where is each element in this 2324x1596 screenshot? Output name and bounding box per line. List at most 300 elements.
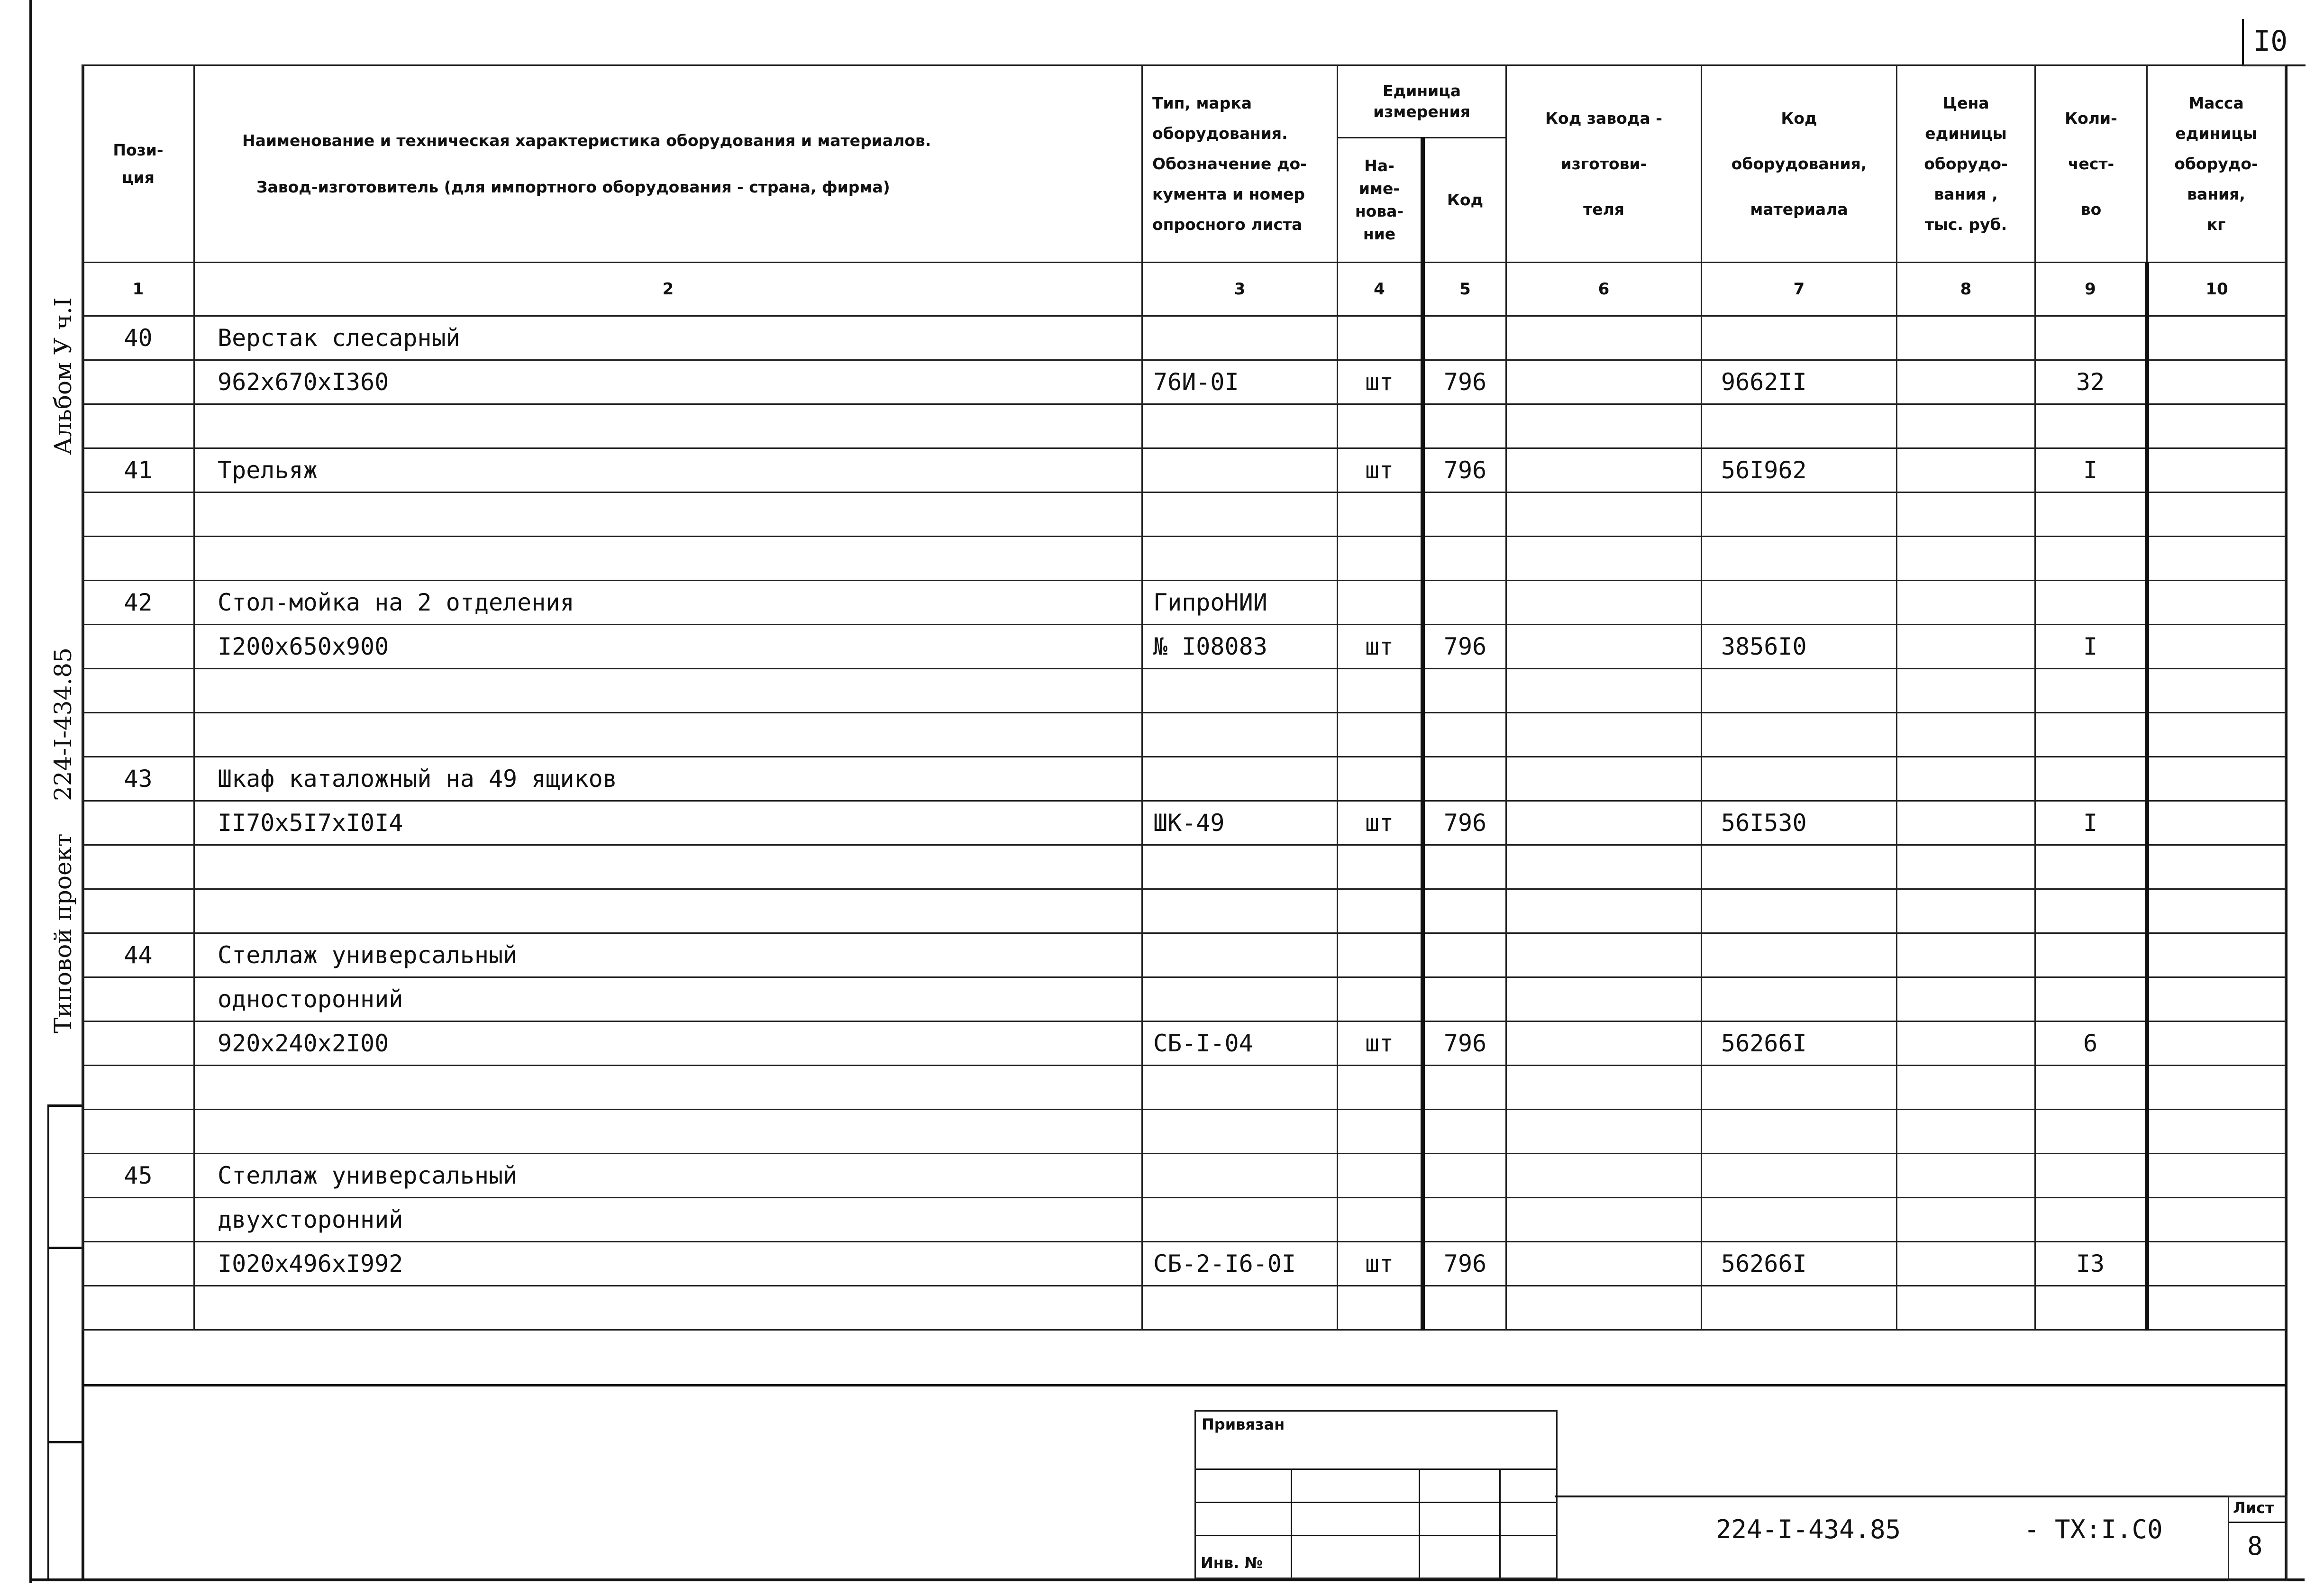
cell-mass [2147,845,2286,889]
cell-unit [1338,537,1423,581]
col-num-4: 4 [1338,263,1423,316]
cell-factory [1506,537,1702,581]
cell-name [194,1286,1142,1330]
cell-code: 796 [1423,1242,1506,1286]
cell-unit [1338,316,1423,360]
table-row [82,1021,2286,1066]
header-unit-group: Единица измерения [1338,65,1506,138]
cell-type [1142,889,1338,933]
stamp-top-line [1555,1496,2288,1497]
cell-unit [1338,757,1423,801]
table-row [82,1242,2286,1286]
cell-price [1897,492,2035,537]
cell-type [1142,1154,1338,1198]
cell-factory [1506,977,1702,1021]
cell-code [1423,1198,1506,1242]
spec-rows [82,316,2286,1330]
col-num-1: 1 [82,263,194,316]
cell-qty: 32 [2035,360,2147,404]
table-row [82,757,2286,801]
cell-price [1897,625,2035,669]
cell-pos: 44 [82,933,194,977]
cell-mass [2147,1154,2286,1198]
cell-factory [1506,669,1702,713]
cell-unit [1338,713,1423,757]
cell-code [1423,581,1506,625]
cell-qty [2035,889,2147,933]
table-row [82,1198,2286,1242]
cell-price [1897,1198,2035,1242]
cell-code [1423,713,1506,757]
cell-pos [82,1066,194,1110]
cell-mat [1702,1154,1897,1198]
cell-qty [2035,537,2147,581]
cell-mat [1702,889,1897,933]
col-num-6: 6 [1506,263,1702,316]
cell-mass [2147,801,2286,845]
table-row [82,713,2286,757]
cell-name [194,492,1142,537]
cell-factory [1506,448,1702,492]
cell-price [1897,1154,2035,1198]
cell-name [194,669,1142,713]
cell-unit [1338,845,1423,889]
cell-pos: 40 [82,316,194,360]
cell-mat: 56I530 [1702,801,1897,845]
cell-mat [1702,1110,1897,1154]
cell-code [1423,757,1506,801]
cell-code [1423,933,1506,977]
table-row [82,316,2286,360]
side-vertical [47,1104,49,1578]
cell-name [194,845,1142,889]
cell-qty [2035,581,2147,625]
col-num-5: 5 [1423,263,1506,316]
header-material-code: Код оборудования, материала [1702,65,1897,263]
cell-factory [1506,1021,1702,1066]
cell-code [1423,1066,1506,1110]
cell-price [1897,581,2035,625]
cell-name [194,1110,1142,1154]
cell-factory [1506,404,1702,448]
cell-mass [2147,1066,2286,1110]
cell-type: СБ-2-I6-0I [1142,1242,1338,1286]
cell-factory [1506,713,1702,757]
cell-pos [82,1110,194,1154]
cell-code [1423,492,1506,537]
cell-name: Шкаф каталожный на 49 ящиков [194,757,1142,801]
cell-factory [1506,1242,1702,1286]
cell-pos [82,1286,194,1330]
cell-mat [1702,581,1897,625]
cell-unit [1338,581,1423,625]
cell-price [1897,1066,2035,1110]
cell-pos: 45 [82,1154,194,1198]
cell-type: ШК-49 [1142,801,1338,845]
side-divider-3 [47,1441,82,1443]
cell-code: 796 [1423,360,1506,404]
cell-code [1423,977,1506,1021]
cell-pos: 41 [82,448,194,492]
col-num-9: 9 [2035,263,2147,316]
cell-pos [82,404,194,448]
side-album: Альбом У ч.I [49,297,77,455]
cell-qty: 6 [2035,1021,2147,1066]
cell-name: Стол-мойка на 2 отделения [194,581,1142,625]
sheet-label: Лист [2233,1499,2274,1517]
cell-name [194,537,1142,581]
cell-unit: шт [1338,360,1423,404]
cell-factory [1506,492,1702,537]
cell-type [1142,713,1338,757]
cell-factory [1506,1066,1702,1110]
cell-code [1423,537,1506,581]
cell-unit [1338,933,1423,977]
cell-code [1423,845,1506,889]
cell-factory [1506,845,1702,889]
cell-type [1142,845,1338,889]
doc-suffix: - TX:I.C0 [2024,1514,2163,1544]
cell-price [1897,669,2035,713]
cell-mass [2147,448,2286,492]
cell-mat [1702,977,1897,1021]
cell-name: I200x650x900 [194,625,1142,669]
cell-factory [1506,933,1702,977]
cell-mat [1702,713,1897,757]
cell-pos [82,1242,194,1286]
cell-factory [1506,889,1702,933]
cell-type: 76И-0I [1142,360,1338,404]
table-row [82,1110,2286,1154]
cell-unit: шт [1338,1242,1423,1286]
bound-col-line-2 [1419,1468,1420,1578]
cell-qty [2035,1066,2147,1110]
cell-mass [2147,625,2286,669]
cell-unit: шт [1338,1021,1423,1066]
cell-mat: 3856I0 [1702,625,1897,669]
cell-pos [82,889,194,933]
cell-pos [82,1021,194,1066]
cell-factory [1506,581,1702,625]
cell-factory [1506,360,1702,404]
title-block-top-line [84,1384,2288,1386]
cell-type [1142,1286,1338,1330]
cell-qty: I [2035,448,2147,492]
cell-qty [2035,845,2147,889]
cell-mass [2147,492,2286,537]
col-num-8: 8 [1897,263,2035,316]
bound-row-line-2 [1196,1502,1556,1503]
cell-mass [2147,316,2286,360]
cell-mat [1702,1198,1897,1242]
cell-name: I020x496xI992 [194,1242,1142,1286]
sheet-top-number-box [2242,19,2306,66]
cell-name: Верстак слесарный [194,316,1142,360]
cell-qty [2035,1110,2147,1154]
cell-factory [1506,1110,1702,1154]
cell-mass [2147,933,2286,977]
cell-price [1897,316,2035,360]
header-name-line2: Завод-изготовитель (для импортного оборудования - страна, фирма) [256,177,890,196]
cell-name [194,404,1142,448]
cell-pos: 42 [82,581,194,625]
table-row [82,404,2286,448]
header-type: Тип, марка оборудования. Обозначение до- кумента и номер опросного листа [1142,65,1338,263]
table-row [82,1066,2286,1110]
cell-code: 796 [1423,801,1506,845]
table-row [82,977,2286,1021]
header-unit-code: Код [1423,138,1506,263]
cell-name: двухсторонний [194,1198,1142,1242]
cell-pos [82,977,194,1021]
cell-pos [82,713,194,757]
cell-price [1897,713,2035,757]
side-doc-code: 224-I-434.85 [49,648,77,801]
cell-qty [2035,404,2147,448]
cell-factory [1506,1154,1702,1198]
cell-mat [1702,537,1897,581]
cell-qty [2035,1198,2147,1242]
cell-name [194,889,1142,933]
cell-price [1897,1110,2035,1154]
cell-mat [1702,757,1897,801]
frame-left-outer [29,0,32,1583]
cell-price [1897,977,2035,1021]
cell-pos [82,492,194,537]
cell-factory [1506,1198,1702,1242]
header-name-line1: Наименование и техническая характеристика оборудования и материалов. [242,131,931,150]
col-num-2: 2 [194,263,1142,316]
cell-qty: I3 [2035,1242,2147,1286]
side-project-type: Типовой проект [49,833,77,1033]
cell-mat [1702,845,1897,889]
table-row [82,889,2286,933]
table-row [82,669,2286,713]
cell-pos: 43 [82,757,194,801]
side-divider-1 [47,1104,82,1107]
sheet-divider [2229,1522,2286,1523]
cell-type [1142,316,1338,360]
bound-row-line-3 [1196,1535,1556,1536]
table-row [82,492,2286,537]
cell-pos [82,537,194,581]
cell-name: Стеллаж универсальный [194,1154,1142,1198]
bound-row-line-1 [1196,1468,1556,1470]
bound-col-line-3 [1499,1468,1501,1578]
cell-qty [2035,977,2147,1021]
cell-code: 796 [1423,625,1506,669]
side-divider-2 [47,1247,82,1249]
cell-price [1897,1286,2035,1330]
bound-box [1194,1410,1558,1579]
header-name [194,65,1142,263]
cell-mat: 9662II [1702,360,1897,404]
cell-qty [2035,316,2147,360]
cell-code [1423,889,1506,933]
cell-price [1897,845,2035,889]
cell-price [1897,448,2035,492]
cell-mat [1702,1286,1897,1330]
cell-unit: шт [1338,448,1423,492]
cell-unit [1338,669,1423,713]
cell-name: 920x240x2I00 [194,1021,1142,1066]
cell-mass [2147,713,2286,757]
table-row [82,1154,2286,1198]
table-row [82,360,2286,404]
header-unit-name: На- име- нова- ние [1338,138,1423,263]
cell-price [1897,404,2035,448]
cell-unit [1338,1198,1423,1242]
bound-label: Привязан [1202,1415,1285,1433]
cell-factory [1506,316,1702,360]
cell-factory [1506,1286,1702,1330]
cell-pos [82,669,194,713]
cell-mass [2147,360,2286,404]
cell-pos [82,625,194,669]
cell-mat [1702,492,1897,537]
cell-mat: 56266I [1702,1021,1897,1066]
cell-pos [82,360,194,404]
cell-pos [82,845,194,889]
cell-factory [1506,801,1702,845]
cell-type [1142,1110,1338,1154]
cell-qty [2035,492,2147,537]
cell-unit [1338,1286,1423,1330]
cell-price [1897,360,2035,404]
table-row [82,1286,2286,1330]
cell-qty [2035,933,2147,977]
cell-unit [1338,977,1423,1021]
cell-unit: шт [1338,625,1423,669]
cell-type [1142,448,1338,492]
cell-mass [2147,669,2286,713]
cell-type [1142,933,1338,977]
cell-unit: шт [1338,801,1423,845]
cell-qty [2035,713,2147,757]
cell-qty [2035,757,2147,801]
cell-mass [2147,1242,2286,1286]
cell-price [1897,1242,2035,1286]
cell-qty [2035,1286,2147,1330]
cell-name [194,713,1142,757]
cell-code [1423,1110,1506,1154]
sheet-top-number: I0 [2253,25,2288,58]
cell-type [1142,537,1338,581]
cell-factory [1506,625,1702,669]
cell-type: ГипроНИИ [1142,581,1338,625]
header-quantity: Коли- чест- во [2035,65,2147,263]
header-factory-code: Код завода - изготови- теля [1506,65,1702,263]
cell-unit [1338,1154,1423,1198]
cell-pos [82,1198,194,1242]
cell-type [1142,1066,1338,1110]
col-num-3: 3 [1142,263,1338,316]
table-row [82,625,2286,669]
cell-code [1423,1286,1506,1330]
cell-mass [2147,889,2286,933]
cell-mat: 56I962 [1702,448,1897,492]
cell-mass [2147,537,2286,581]
sheet-box [2228,1496,2288,1581]
cell-mat [1702,669,1897,713]
cell-mat: 56266I [1702,1242,1897,1286]
cell-pos [82,801,194,845]
cell-mat [1702,404,1897,448]
cell-code [1423,404,1506,448]
bound-col-line-1 [1291,1468,1292,1578]
cell-mass [2147,581,2286,625]
cell-mass [2147,404,2286,448]
cell-mat [1702,933,1897,977]
col-num-10: 10 [2147,263,2286,316]
cell-unit [1338,404,1423,448]
cell-factory [1506,757,1702,801]
cell-unit [1338,889,1423,933]
cell-name: односторонний [194,977,1142,1021]
cell-type [1142,977,1338,1021]
cell-mass [2147,1110,2286,1154]
frame-bottom [29,1578,2305,1581]
cell-qty [2035,669,2147,713]
cell-type [1142,757,1338,801]
cell-type: СБ-I-04 [1142,1021,1338,1066]
cell-name: Стеллаж универсальный [194,933,1142,977]
cell-name [194,1066,1142,1110]
cell-type: № I08083 [1142,625,1338,669]
cell-unit [1338,1066,1423,1110]
cell-mass [2147,1286,2286,1330]
cell-price [1897,933,2035,977]
col-num-7: 7 [1702,263,1897,316]
cell-type [1142,1198,1338,1242]
spec-table [82,64,2286,1331]
table-row [82,933,2286,977]
cell-code: 796 [1423,448,1506,492]
cell-price [1897,801,2035,845]
cell-price [1897,537,2035,581]
table-row [82,801,2286,845]
cell-type [1142,404,1338,448]
cell-code [1423,669,1506,713]
cell-name: Трельяж [194,448,1142,492]
cell-price [1897,889,2035,933]
cell-mass [2147,977,2286,1021]
sheet-number: 8 [2247,1531,2263,1561]
table-row [82,448,2286,492]
cell-name: 962x670xI360 [194,360,1142,404]
cell-mat [1702,316,1897,360]
cell-code [1423,1154,1506,1198]
header-price: Цена единицы оборудо- вания , тыс. руб. [1897,65,2035,263]
header-mass: Масса единицы оборудо- вания, кг [2147,65,2286,263]
cell-mass [2147,1198,2286,1242]
cell-code [1423,316,1506,360]
table-row [82,845,2286,889]
inv-label: Инв. № [1201,1554,1263,1572]
cell-price [1897,757,2035,801]
cell-name: II70x5I7xI0I4 [194,801,1142,845]
cell-mass [2147,1021,2286,1066]
cell-unit [1338,492,1423,537]
cell-code: 796 [1423,1021,1506,1066]
cell-mat [1702,1066,1897,1110]
cell-type [1142,669,1338,713]
cell-mass [2147,757,2286,801]
cell-price [1897,1021,2035,1066]
doc-number: 224-I-434.85 [1716,1514,1901,1544]
header-position: Пози- ция [82,65,194,263]
table-row [82,581,2286,625]
